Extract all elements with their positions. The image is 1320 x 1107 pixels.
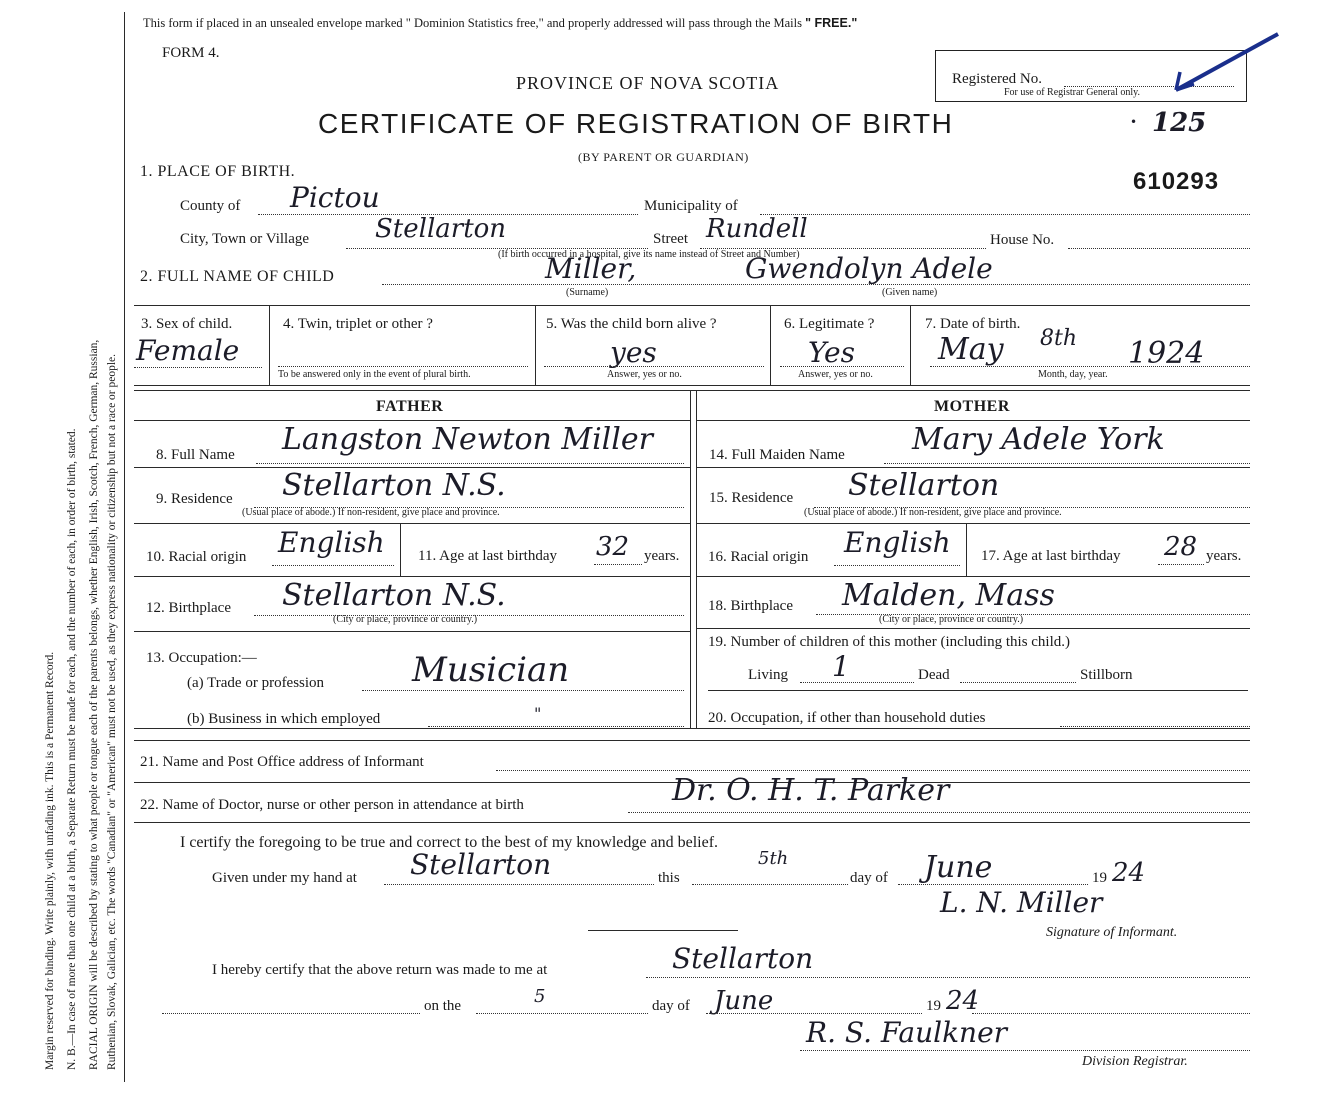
mother-residence: Stellarton [848, 468, 1000, 503]
dob-month: May [938, 332, 1004, 367]
father-name-label: 8. Full Name [156, 447, 235, 463]
father-race-label: 10. Racial origin [146, 549, 247, 565]
registrar-use-note: For use of Registrar General only. [1004, 87, 1140, 98]
registered-number-label: Registered No. [952, 71, 1042, 87]
dead-label: Dead [918, 667, 950, 683]
registrar-month: June [714, 986, 774, 1016]
mother-race-label: 16. Racial origin [708, 549, 809, 565]
stillborn-label: Stillborn [1080, 667, 1133, 683]
business-label: (b) Business in which employed [187, 711, 381, 727]
mother-age: 28 [1164, 532, 1198, 562]
municipality-label: Municipality of [644, 198, 738, 214]
page-subtitle: (BY PARENT OR GUARDIAN) [578, 150, 749, 164]
city-value: Stellarton [375, 214, 507, 244]
place-of-birth-heading: 1. PLACE OF BIRTH. [140, 163, 296, 180]
living-label: Living [748, 667, 788, 683]
father-residence: Stellarton N.S. [282, 468, 506, 503]
pen-mark-icon [1170, 28, 1285, 98]
mother-birthplace-label: 18. Birthplace [708, 598, 793, 614]
living-value: 1 [832, 650, 850, 683]
certify-year-prefix: 19 [1092, 870, 1107, 886]
province-heading: PROVINCE OF NOVA SCOTIA [516, 73, 780, 93]
given-under-label: Given under my hand at [212, 870, 357, 886]
margin-note-racial-origin-cont: Ruthenian, Slovak, Galician, etc. The words "Canadian" or "American" must not be used, as they express nationality or citizenship but not a race or people. [106, 353, 118, 1070]
surname-caption: (Surname) [566, 287, 609, 298]
certificate-number: 610293 [1133, 168, 1220, 195]
certify-this-label: this [658, 870, 680, 886]
dob-note: Month, day, year. [1038, 369, 1108, 380]
doctor-label: 22. Name of Doctor, nurse or other person in attendance at birth [140, 797, 524, 813]
certify-day: 5th [758, 848, 789, 869]
mother-birthplace-note: (City or place, province or country.) [879, 614, 1024, 625]
legitimate-value: Yes [808, 336, 855, 369]
dob-year: 1924 [1128, 336, 1205, 371]
registrar-signature: R. S. Faulkner [806, 1016, 1008, 1049]
child-surname: Miller, [545, 252, 637, 285]
father-residence-note: (Usual place of abode.) If non-resident, give place and province. [242, 507, 500, 518]
father-age: 32 [596, 532, 630, 562]
mother-occupation-label: 20. Occupation, if other than household duties [708, 710, 986, 726]
twin-label: 4. Twin, triplet or other ? [283, 316, 433, 332]
child-given-name: Gwendolyn Adele [745, 252, 993, 285]
trade-value: Musician [412, 650, 570, 690]
mother-years: years. [1206, 548, 1242, 564]
house-number-label: House No. [990, 232, 1055, 248]
mail-notice: This form if placed in an unsealed envelope marked " Dominion Statistics free," and properly addressed will pass through the Mails " FREE." [143, 16, 858, 30]
father-birthplace: Stellarton N.S. [282, 578, 506, 613]
trade-label: (a) Trade or profession [187, 675, 325, 691]
sex-label: 3. Sex of child. [141, 316, 233, 332]
county-label: County of [180, 198, 241, 214]
city-label: City, Town or Village [180, 231, 310, 247]
father-occupation-label: 13. Occupation:— [146, 650, 257, 666]
father-years: years. [644, 548, 680, 564]
father-birthplace-label: 12. Birthplace [146, 600, 231, 616]
father-race: English [278, 526, 385, 559]
mother-name-label: 14. Full Maiden Name [709, 447, 845, 463]
business-value: " [534, 704, 542, 723]
margin-note-racial-origin: RACIAL ORIGIN will be described by stating to what people or tongue each of the parents belongs, whether English, Irish, Scotch, French, German, Russian, [88, 339, 100, 1070]
registrar-on-the-label: on the [424, 998, 462, 1014]
father-heading: FATHER [376, 398, 444, 415]
father-birthplace-note: (City or place, province or country.) [333, 614, 478, 625]
mother-race: English [844, 526, 951, 559]
street-value: Rundell [706, 214, 808, 244]
registrar-day: 5 [534, 986, 546, 1007]
legitimate-label: 6. Legitimate ? [784, 316, 875, 332]
given-place: Stellarton [410, 848, 552, 881]
county-value: Pictou [290, 181, 380, 214]
certify-month: June [924, 850, 993, 885]
sex-value: Female [136, 334, 240, 367]
doctor-value: Dr. O. H. T. Parker [672, 773, 950, 808]
father-name: Langston Newton Miller [282, 422, 653, 457]
informant-signature-caption: Signature of Informant. [1046, 925, 1178, 940]
hospital-note: (If birth occurred in a hospital, give its name instead of Street and Number) [498, 249, 800, 260]
child-name-label: 2. FULL NAME OF CHILD [140, 268, 335, 285]
informant-label: 21. Name and Post Office address of Informant [140, 754, 424, 770]
alive-value: yes [610, 336, 657, 369]
registrar-statement: I hereby certify that the above return was made to me at [212, 962, 548, 978]
certify-year: 24 [1112, 858, 1146, 888]
date-of-birth-label: 7. Date of birth. [925, 316, 1021, 332]
alive-label: 5. Was the child born alive ? [546, 316, 717, 332]
page-title: CERTIFICATE OF REGISTRATION OF BIRTH [318, 108, 954, 139]
mother-residence-label: 15. Residence [709, 490, 794, 506]
registrar-place: Stellarton [672, 942, 814, 975]
dob-day: 8th [1040, 326, 1078, 351]
margin-note-multiple-births: N. B.—In case of more than one child at a birth, a Separate Return must be made for each, and the number of each, in order of birth, stated. [66, 428, 78, 1070]
children-count-label: 19. Number of children of this mother (including this child.) [708, 634, 1071, 650]
certify-day-of-label: day of [850, 870, 888, 886]
street-label: Street [653, 231, 688, 247]
informant-signature: L. N. Miller [940, 886, 1103, 919]
alive-note: Answer, yes or no. [607, 369, 682, 380]
mother-age-label: 17. Age at last birthday [981, 548, 1121, 564]
registrar-caption: Division Registrar. [1082, 1054, 1188, 1069]
registrar-day-of-label: day of [652, 998, 690, 1014]
mother-birthplace: Malden, Mass [842, 578, 1055, 613]
margin-note-binding: Margin reserved for binding. Write plainly, with unfading ink. This is a Permanent Record. [44, 651, 56, 1070]
registrar-year-prefix: 19 [926, 998, 941, 1014]
form-number: FORM 4. [162, 45, 220, 61]
mother-heading: MOTHER [934, 398, 1010, 415]
mother-name: Mary Adele York [912, 422, 1165, 457]
registrar-year: 24 [946, 986, 980, 1016]
legitimate-note: Answer, yes or no. [798, 369, 873, 380]
certify-statement: I certify the foregoing to be true and correct to the best of my knowledge and belief. [180, 834, 719, 851]
handwritten-number: 125 [1152, 108, 1207, 138]
margin-rule [124, 12, 125, 1082]
father-residence-label: 9. Residence [156, 491, 233, 507]
twin-note: To be answered only in the event of plural birth. [278, 369, 471, 380]
given-name-caption: (Given name) [882, 287, 938, 298]
father-age-label: 11. Age at last birthday [418, 548, 557, 564]
mother-residence-note: (Usual place of abode.) If non-resident, give place and province. [804, 507, 1062, 518]
